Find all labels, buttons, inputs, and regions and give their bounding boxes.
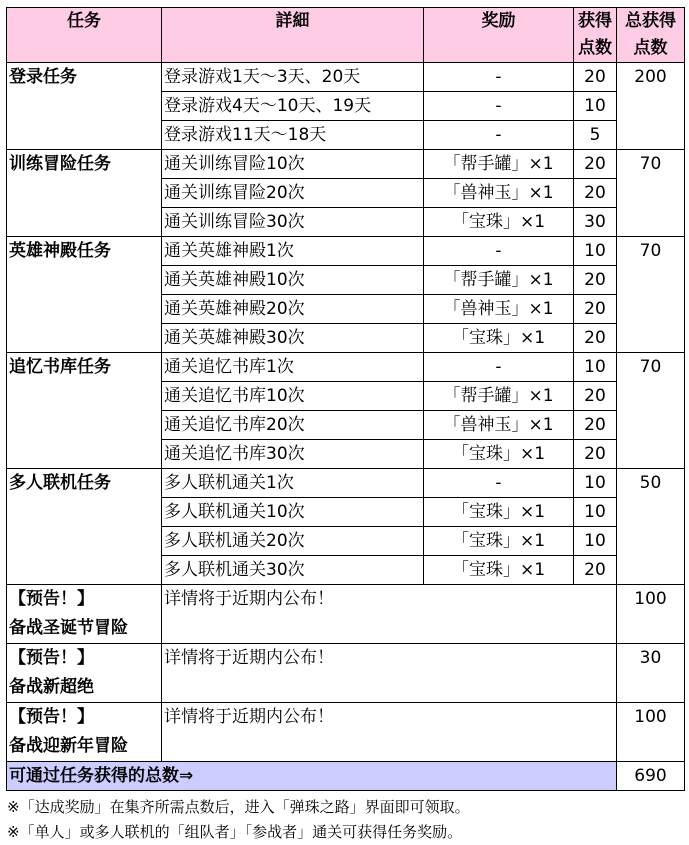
header-total-line2: 点数 — [633, 38, 668, 58]
task-points: 20 — [574, 266, 617, 295]
task-reward: 「宝珠」×1 — [424, 556, 574, 585]
task-points: 10 — [574, 353, 617, 382]
preview-row — [7, 703, 685, 762]
task-detail: 多人联机通关10次 — [162, 498, 424, 527]
task-detail: 通关英雄神殿20次 — [162, 295, 424, 324]
table-row — [7, 63, 685, 92]
preview-tag: 【预告！】 — [9, 648, 94, 668]
table-row — [7, 469, 685, 498]
task-reward: - — [424, 63, 574, 92]
group-total-points: 200 — [617, 63, 685, 150]
task-points: 20 — [574, 179, 617, 208]
header-total-line1: 总获得 — [625, 11, 676, 31]
preview-total-points: 100 — [617, 585, 685, 644]
footnotes — [6, 795, 685, 845]
header-reward: 奖励 — [424, 8, 574, 63]
header-points — [574, 8, 617, 63]
task-reward: 「宝珠」×1 — [424, 527, 574, 556]
task-detail: 登录游戏1天～3天、20天 — [162, 63, 424, 92]
preview-task — [7, 644, 162, 703]
task-reward: - — [424, 469, 574, 498]
preview-total-points: 100 — [617, 703, 685, 762]
task-points: 20 — [574, 63, 617, 92]
task-detail: 通关训练冒险10次 — [162, 150, 424, 179]
task-points: 20 — [574, 440, 617, 469]
preview-name: 备战迎新年冒险 — [9, 736, 128, 756]
preview-row — [7, 644, 685, 703]
preview-name: 备战新超绝 — [9, 677, 94, 697]
task-reward: 「宝珠」×1 — [424, 440, 574, 469]
header-detail: 詳細 — [162, 8, 424, 63]
task-points: 10 — [574, 92, 617, 121]
task-points: 20 — [574, 150, 617, 179]
task-points: 10 — [574, 469, 617, 498]
task-reward: 「帮手罐」×1 — [424, 382, 574, 411]
table-row — [7, 353, 685, 382]
task-name: 追忆书库任务 — [7, 353, 162, 469]
task-name: 训练冒险任务 — [7, 150, 162, 237]
task-points: 20 — [574, 295, 617, 324]
table-row — [7, 150, 685, 179]
task-detail: 通关训练冒险20次 — [162, 179, 424, 208]
task-reward: 「宝珠」×1 — [424, 498, 574, 527]
preview-tag: 【预告！】 — [9, 707, 94, 727]
header-task: 任务 — [7, 8, 162, 63]
task-reward: 「宝珠」×1 — [424, 324, 574, 353]
task-detail: 通关训练冒险30次 — [162, 208, 424, 237]
task-detail: 通关英雄神殿30次 — [162, 324, 424, 353]
task-detail: 通关英雄神殿1次 — [162, 237, 424, 266]
task-points: 30 — [574, 208, 617, 237]
task-name: 多人联机任务 — [7, 469, 162, 585]
task-detail: 通关英雄神殿10次 — [162, 266, 424, 295]
task-points: 20 — [574, 382, 617, 411]
task-detail: 通关追忆书库20次 — [162, 411, 424, 440]
task-reward: - — [424, 121, 574, 150]
task-reward: - — [424, 353, 574, 382]
footnote: ※「单人」或多人联机的「组队者」「参战者」通关可获得任务奖励。 — [7, 823, 463, 841]
summary-total: 690 — [617, 762, 685, 791]
group-total-points: 70 — [617, 237, 685, 353]
preview-detail: 详情将于近期内公布！ — [162, 585, 617, 644]
task-reward: 「帮手罐」×1 — [424, 266, 574, 295]
task-reward: 「兽神玉」×1 — [424, 295, 574, 324]
mission-table — [6, 7, 685, 791]
task-reward: 「帮手罐」×1 — [424, 150, 574, 179]
task-name: 登录任务 — [7, 63, 162, 150]
task-points: 20 — [574, 324, 617, 353]
preview-row — [7, 585, 685, 644]
summary-row — [7, 762, 685, 791]
task-points: 10 — [574, 527, 617, 556]
preview-task — [7, 703, 162, 762]
task-points: 20 — [574, 411, 617, 440]
task-detail: 通关追忆书库10次 — [162, 382, 424, 411]
group-total-points: 70 — [617, 150, 685, 237]
task-reward: 「兽神玉」×1 — [424, 179, 574, 208]
header-points-line1: 获得 — [578, 11, 612, 31]
task-detail: 登录游戏4天～10天、19天 — [162, 92, 424, 121]
task-reward: - — [424, 237, 574, 266]
task-detail: 通关追忆书库30次 — [162, 440, 424, 469]
group-total-points: 70 — [617, 353, 685, 469]
header-total — [617, 8, 685, 63]
table-body — [7, 63, 685, 791]
task-name: 英雄神殿任务 — [7, 237, 162, 353]
preview-task — [7, 585, 162, 644]
preview-detail: 详情将于近期内公布！ — [162, 644, 617, 703]
task-detail: 登录游戏11天～18天 — [162, 121, 424, 150]
footnote: ※「达成奖励」在集齐所需点数后，进入「弹珠之路」界面即可领取。 — [7, 798, 470, 816]
group-total-points: 50 — [617, 469, 685, 585]
task-reward: 「宝珠」×1 — [424, 208, 574, 237]
preview-tag: 【预告！】 — [9, 589, 94, 609]
task-detail: 多人联机通关30次 — [162, 556, 424, 585]
table-header-row — [7, 8, 685, 63]
task-reward: 「兽神玉」×1 — [424, 411, 574, 440]
preview-total-points: 30 — [617, 644, 685, 703]
task-points: 10 — [574, 237, 617, 266]
task-points: 5 — [574, 121, 617, 150]
task-detail: 多人联机通关1次 — [162, 469, 424, 498]
task-points: 20 — [574, 556, 617, 585]
task-reward: - — [424, 92, 574, 121]
header-points-line2: 点数 — [578, 38, 612, 58]
task-detail: 多人联机通关20次 — [162, 527, 424, 556]
task-points: 10 — [574, 498, 617, 527]
task-detail: 通关追忆书库1次 — [162, 353, 424, 382]
table-row — [7, 237, 685, 266]
preview-detail: 详情将于近期内公布！ — [162, 703, 617, 762]
mission-reward-sheet — [6, 7, 685, 845]
preview-name: 备战圣诞节冒险 — [9, 618, 128, 638]
summary-label: 可通过任务获得的总数⇒ — [7, 762, 617, 791]
